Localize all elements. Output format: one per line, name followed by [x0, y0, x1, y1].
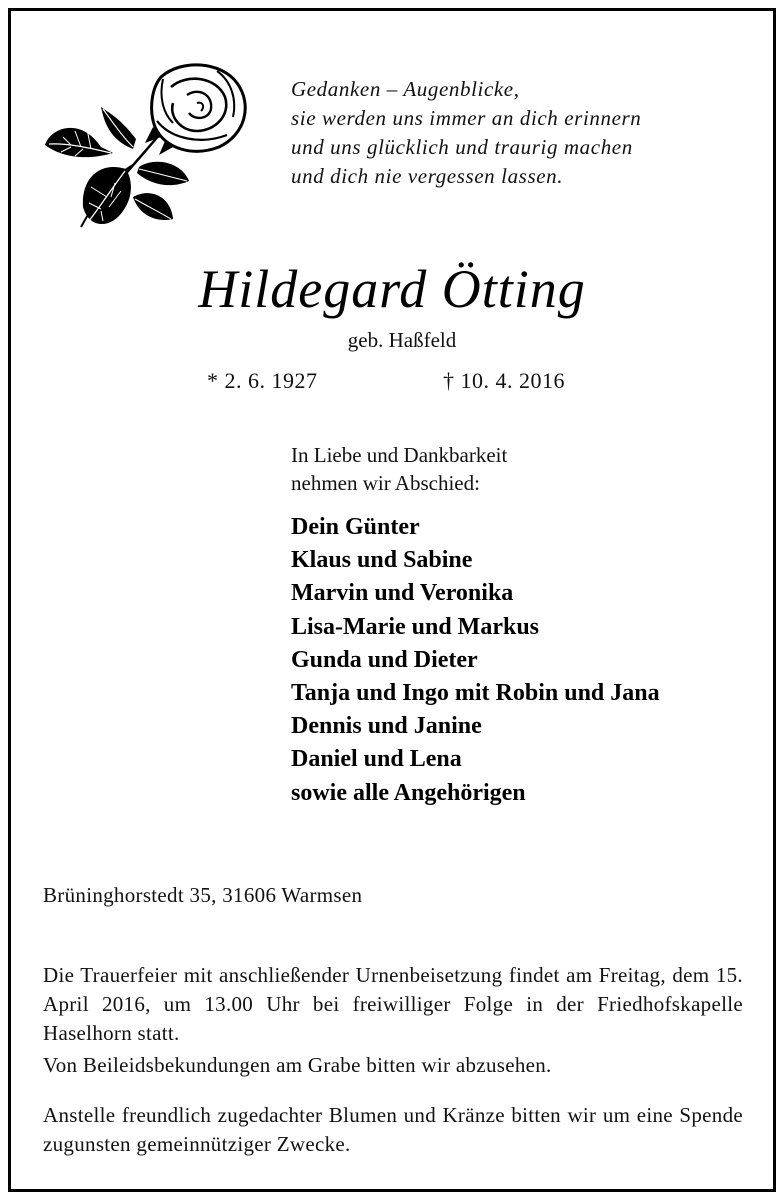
intro-line: In Liebe und Dankbarkeit [291, 443, 508, 467]
poem [291, 75, 761, 191]
poem-line: und dich nie vergessen lassen. [291, 164, 564, 188]
funeral-info: Die Trauerfeier mit anschließender Urnenbeisetzung findet am Freitag, dem 15. April 2016, um 13.00 Uhr bei freiwilliger Folge in der Friedhofskapelle Haselhorn statt. [43, 963, 743, 1045]
mourner-entry: sowie alle Angehörigen [291, 779, 526, 806]
mourner-entry: Klaus und Sabine [291, 547, 473, 574]
mourner-entry: Lisa-Marie und Markus [291, 613, 540, 640]
farewell-intro [291, 441, 507, 497]
mourner-entry: Daniel und Lena [291, 746, 462, 773]
obituary-notice [8, 8, 776, 1192]
mourner-entry: Dennis und Janine [291, 713, 482, 740]
poem-line: sie werden uns immer an dich erinnern [291, 106, 642, 130]
mourner-entry: Marvin und Veronika [291, 580, 514, 607]
donation-note: Anstelle freundlich zugedachter Blumen und Kränze bitten wir um eine Spende zugunsten gemeinnütziger Zwecke. [43, 1103, 743, 1156]
mourner-entry: Gunda und Dieter [291, 646, 478, 673]
deceased-name: Hildegard Ötting [198, 259, 586, 319]
mourner-entry: Dein Günter [291, 514, 420, 540]
poem-line: und uns glücklich und traurig machen [291, 135, 633, 159]
maiden-name: geb. Haßfeld [347, 328, 457, 352]
rose-icon [41, 57, 251, 239]
mourners-list [291, 511, 660, 810]
address: Brüninghorstedt 35, 31606 Warmsen [43, 883, 363, 907]
mourner-entry: Tanja und Ingo mit Robin und Jana [291, 680, 660, 707]
poem-line: Gedanken – Augenblicke, [291, 77, 520, 101]
death-date: † 10. 4. 2016 [443, 368, 565, 393]
birth-date: * 2. 6. 1927 [207, 368, 318, 393]
condolence-note: Von Beileidsbekundungen am Grabe bitten wir abzusehen. [43, 1053, 552, 1077]
intro-line: nehmen wir Abschied: [291, 471, 480, 495]
